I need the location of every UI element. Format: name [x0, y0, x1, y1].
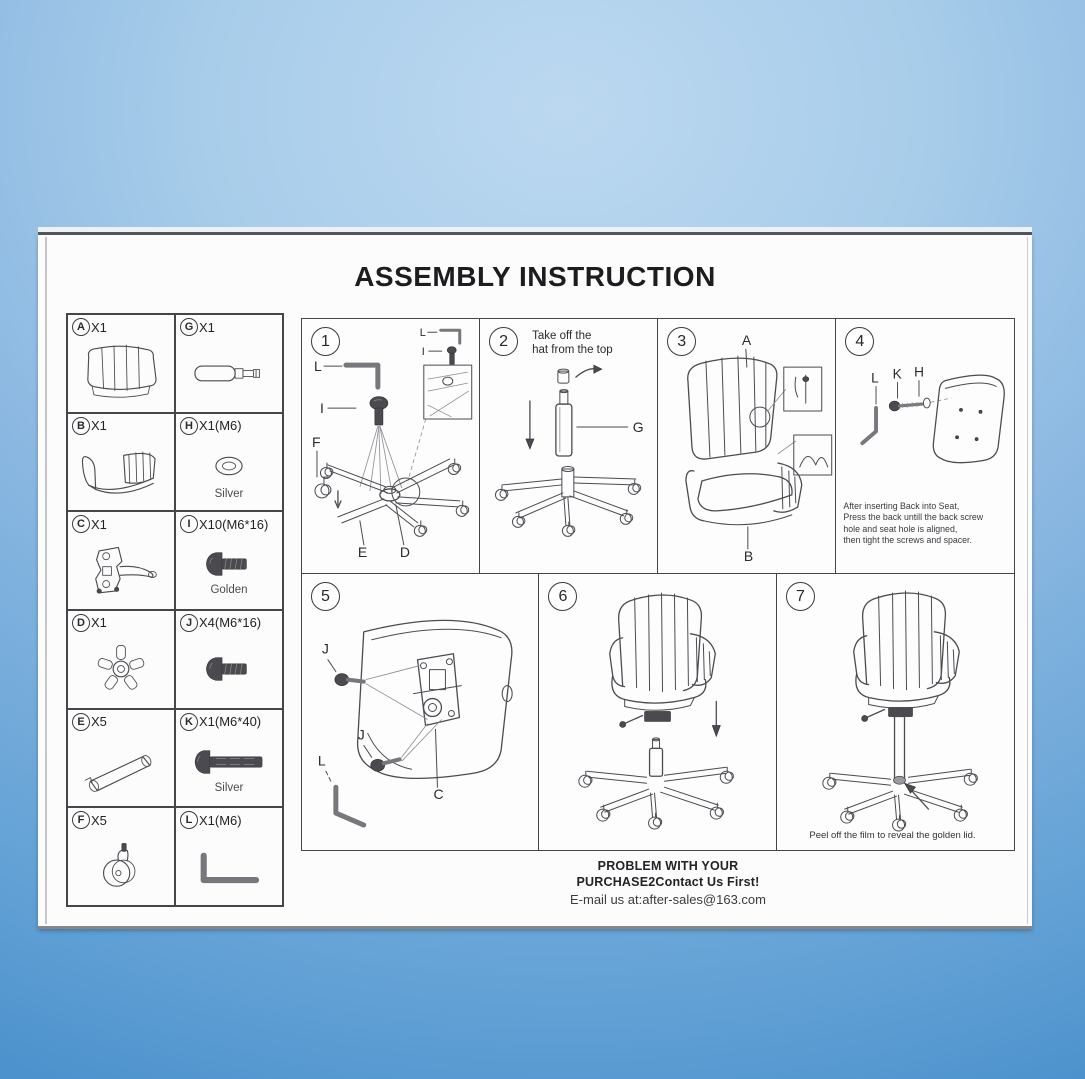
svg-text:L: L: [871, 370, 880, 386]
step-3-panel: [657, 318, 837, 575]
part-label: [72, 614, 170, 632]
part-label: [180, 318, 278, 336]
step-7-panel: [776, 573, 1015, 851]
step-number-badge: 1: [311, 327, 340, 356]
part-letter-badge: H: [180, 417, 198, 435]
parts-table: [66, 313, 284, 907]
svg-text:L: L: [317, 752, 326, 769]
step-4-note: After inserting Back into Seat, Press the back untill the back screw hole and seat hole is aligned, then tight the screws and spacer.: [843, 501, 984, 546]
footer-email: E-mail us at:after-sales@163.com: [570, 892, 766, 908]
page-title: ASSEMBLY INSTRUCTION: [354, 261, 716, 292]
part-cell-J: [175, 610, 283, 709]
part-letter-badge: L: [180, 811, 198, 829]
footer-line-2: PURCHASE2Contact Us First!: [576, 874, 760, 889]
part-letter-badge: J: [180, 614, 198, 632]
assembly-steps: [301, 318, 1015, 851]
part-cell-B: [67, 413, 175, 512]
instruction-sheet: [38, 227, 1032, 929]
screw-icon: [181, 649, 277, 689]
part-qty: X1: [91, 615, 107, 631]
step-number-badge: 3: [667, 327, 696, 356]
step-7-diagram: [777, 574, 1014, 850]
part-cell-H: [175, 413, 283, 512]
step-2-caption: Take off the hat from the top: [532, 330, 613, 357]
part-cell-G: [175, 314, 283, 413]
part-letter-badge: A: [72, 318, 90, 336]
part-letter-badge: F: [72, 811, 90, 829]
seat-back-icon: [73, 340, 169, 406]
part-label: [72, 318, 170, 336]
part-letter-badge: B: [72, 417, 90, 435]
footer-line-1: PROBLEM WITH YOUR: [597, 859, 739, 873]
part-qty: X1(M6): [199, 812, 242, 828]
part-label: [180, 811, 278, 829]
svg-text:F: F: [311, 433, 321, 450]
part-letter-badge: D: [72, 614, 90, 632]
part-note: Silver: [214, 781, 244, 794]
step-7-note: Peel off the film to reveal the golden lid.: [809, 830, 976, 842]
part-letter-badge: I: [180, 515, 198, 533]
part-qty: X1: [199, 319, 215, 335]
svg-text:E: E: [357, 543, 368, 560]
svg-text:I: I: [319, 400, 324, 417]
step-1-panel: [301, 318, 481, 575]
part-label: [180, 417, 278, 435]
step-6-panel: [538, 573, 777, 851]
part-qty: X10(M6*16): [199, 516, 269, 532]
part-note: Silver: [214, 487, 244, 500]
part-label: [72, 811, 170, 829]
svg-text:H: H: [914, 364, 925, 380]
part-qty: X1: [91, 418, 107, 434]
svg-text:B: B: [744, 547, 754, 564]
part-label: [72, 417, 170, 435]
part-cell-E: [67, 709, 175, 808]
washer-icon: [181, 444, 277, 488]
base-hub-icon: [73, 636, 169, 702]
step-number-badge: 6: [548, 582, 577, 611]
steps-row-2: [301, 573, 1015, 851]
part-letter-badge: K: [180, 713, 198, 731]
step-2-panel: [479, 318, 659, 575]
screw-icon: [181, 544, 277, 584]
part-letter-badge: C: [72, 515, 90, 533]
sheet-body: [38, 235, 1032, 929]
step-number-badge: 4: [845, 327, 874, 356]
svg-text:A: A: [742, 332, 752, 349]
step-5-diagram: [302, 574, 539, 850]
part-cell-K: [175, 709, 283, 808]
step-1-diagram: [302, 319, 480, 574]
allen-key-icon: [181, 836, 277, 898]
seat-shell-icon: [73, 439, 169, 505]
svg-text:I: I: [421, 346, 425, 359]
step-4-panel: [835, 318, 1015, 575]
part-letter-badge: E: [72, 713, 90, 731]
svg-text:K: K: [892, 366, 903, 382]
part-label: [72, 713, 170, 731]
svg-text:D: D: [399, 543, 410, 560]
svg-text:C: C: [433, 786, 444, 803]
part-qty: X1: [91, 516, 107, 532]
part-qty: X1(M6*40): [199, 714, 262, 730]
svg-text:J: J: [357, 726, 365, 743]
caster-icon: [73, 836, 169, 898]
part-label: [180, 515, 278, 533]
step-number-badge: 7: [786, 582, 815, 611]
part-cell-C: [67, 511, 175, 610]
part-label: [72, 515, 170, 533]
contact-footer: [368, 859, 968, 907]
part-cell-L: [175, 807, 283, 906]
leg-tube-icon: [73, 735, 169, 801]
step-6-diagram: [539, 574, 776, 850]
part-qty: X5: [91, 812, 107, 828]
part-cell-A: [67, 314, 175, 413]
step-number-badge: 2: [489, 327, 518, 356]
part-label: [180, 713, 278, 731]
part-qty: X1: [91, 319, 107, 335]
part-cell-I: [175, 511, 283, 610]
long-screw-icon: [181, 742, 277, 782]
part-cell-F: [67, 807, 175, 906]
svg-text:G: G: [632, 419, 644, 436]
svg-text:J: J: [321, 641, 329, 658]
steps-row-1: [301, 318, 1015, 575]
part-qty: X4(M6*16): [199, 615, 262, 631]
part-label: [180, 614, 278, 632]
step-number-badge: 5: [311, 582, 340, 611]
part-letter-badge: G: [180, 318, 198, 336]
tilt-mechanism-icon: [73, 538, 169, 604]
part-qty: X5: [91, 714, 107, 730]
step-3-diagram: [658, 319, 836, 574]
gas-lift-icon: [181, 340, 277, 406]
svg-text:L: L: [313, 358, 322, 375]
part-note: Golden: [210, 584, 248, 597]
part-cell-D: [67, 610, 175, 709]
part-qty: X1(M6): [199, 418, 242, 434]
step-5-panel: [301, 573, 540, 851]
svg-text:L: L: [419, 327, 426, 340]
